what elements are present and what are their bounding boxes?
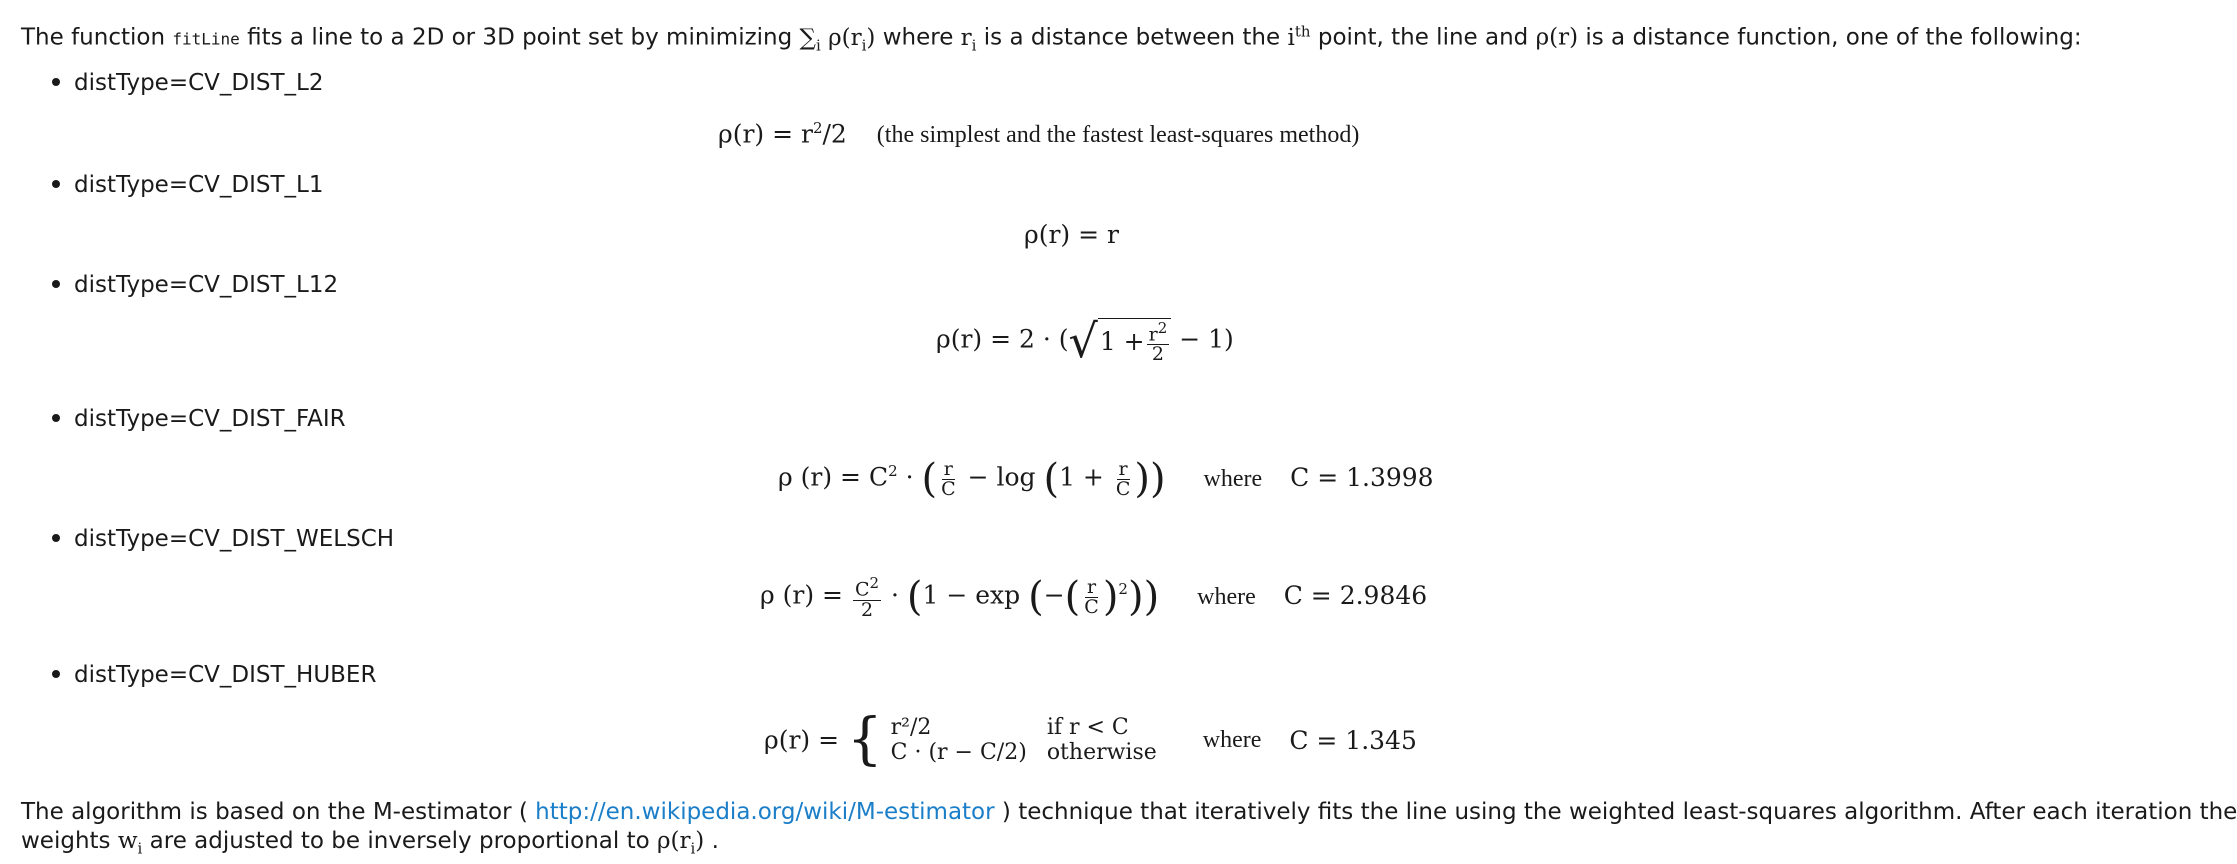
function-name-code: fitLine bbox=[172, 29, 240, 49]
formula-fair bbox=[778, 456, 1434, 502]
left-brace: { bbox=[847, 707, 883, 772]
open-paren: ( bbox=[921, 456, 938, 502]
where-text: where bbox=[1197, 583, 1256, 610]
case-condition: if r < C bbox=[1046, 715, 1129, 740]
ith-th: th bbox=[1294, 22, 1311, 40]
fraction-numerator bbox=[853, 574, 881, 600]
fraction-numerator: r bbox=[1086, 575, 1097, 598]
formula-rhs: /2 bbox=[822, 119, 847, 149]
rho-ri-close: ) bbox=[695, 828, 705, 854]
fraction bbox=[939, 457, 958, 500]
where-text: where bbox=[1202, 726, 1262, 753]
formula-tail: − 1) bbox=[1171, 324, 1234, 354]
fraction-denominator: 2 bbox=[1151, 343, 1164, 366]
inner-open-paren: ( bbox=[1043, 456, 1060, 502]
square-sup: 2 bbox=[1118, 580, 1128, 599]
numerator-sup: 2 bbox=[1157, 319, 1168, 337]
rho-ri-sub: i bbox=[861, 36, 867, 55]
list-item-label: distType=CV_DIST_L1 bbox=[74, 172, 324, 198]
list-item-label: distType=CV_DIST_L2 bbox=[74, 70, 324, 96]
close-paren: ) bbox=[1149, 456, 1166, 502]
sum-symbol bbox=[799, 24, 821, 55]
sum-sign: ∑ bbox=[799, 24, 816, 51]
numerator-letter: r bbox=[1148, 323, 1158, 346]
list-item-huber bbox=[52, 660, 376, 690]
intro-text-4: is a distance between the bbox=[976, 24, 1288, 51]
fraction bbox=[1147, 319, 1170, 364]
open-paren: ( bbox=[906, 574, 923, 620]
fraction-denominator: 2 bbox=[860, 598, 874, 621]
fraction-numerator: r bbox=[1118, 457, 1128, 480]
footer-text-1: The algorithm is based on the M-estimator ( bbox=[21, 799, 536, 825]
one-plus: 1 + bbox=[1099, 327, 1145, 357]
intro-paragraph bbox=[21, 16, 2082, 60]
case-condition: otherwise bbox=[1046, 740, 1157, 765]
fraction-denominator: C bbox=[941, 477, 956, 500]
footer-line-1 bbox=[21, 797, 2237, 827]
case-expression: C · (r − C/2) bbox=[890, 740, 1027, 765]
wi-symbol bbox=[117, 828, 143, 858]
formula-sup: 2 bbox=[888, 462, 898, 481]
fraction-denominator: C bbox=[1115, 477, 1131, 500]
fraction-denominator: C bbox=[1084, 595, 1099, 618]
numerator-letter: C bbox=[854, 578, 870, 601]
rho-ri-open: ρ(r bbox=[656, 828, 691, 854]
formula-huber bbox=[764, 707, 1417, 772]
cases-table bbox=[891, 715, 1165, 765]
fraction bbox=[853, 574, 881, 619]
list-item-label: distType=CV_DIST_FAIR bbox=[74, 406, 346, 432]
formula-lhs: ρ(r) = bbox=[764, 725, 847, 755]
formula-l12 bbox=[936, 314, 1234, 369]
intro-text-2: fits a line to a 2D or 3D point set by minimizing bbox=[239, 24, 800, 51]
minus-sign: − bbox=[1043, 580, 1065, 610]
formula-l2 bbox=[718, 119, 1359, 149]
case-expression: r²/2 bbox=[890, 715, 932, 740]
c-value: C = 1.345 bbox=[1289, 725, 1417, 755]
formula-welsch bbox=[760, 574, 1427, 620]
formula-dot: · bbox=[897, 462, 922, 492]
list-item-label: distType=CV_DIST_L12 bbox=[74, 272, 339, 298]
list-item-l12 bbox=[52, 270, 338, 300]
case-row bbox=[891, 740, 1165, 765]
formula-lhs: ρ (r) = C bbox=[778, 462, 889, 492]
close-paren-3: ) bbox=[1102, 574, 1119, 620]
minus-log: − log bbox=[959, 462, 1044, 492]
formula-lhs: ρ(r) = r bbox=[718, 119, 813, 149]
wi-sub: i bbox=[137, 839, 143, 858]
sqrt-expression bbox=[1068, 314, 1172, 369]
list-item-l2 bbox=[52, 68, 323, 98]
close-paren: ) bbox=[1143, 574, 1160, 620]
intro-text-5: point, the line and bbox=[1310, 24, 1536, 51]
ri-symbol bbox=[960, 24, 977, 55]
intro-text-3: where bbox=[875, 24, 961, 51]
radical-sign: √ bbox=[1068, 314, 1098, 369]
one-minus-exp: 1 − exp bbox=[922, 580, 1029, 610]
footer-line-2 bbox=[21, 826, 719, 864]
fraction-2 bbox=[1114, 457, 1133, 500]
open-paren-3: ( bbox=[1064, 574, 1081, 620]
numerator-sup: 2 bbox=[869, 574, 880, 593]
inner-close-paren: ) bbox=[1134, 456, 1150, 502]
bullet-dot bbox=[52, 180, 60, 188]
close-paren-2: ) bbox=[1127, 574, 1144, 620]
fraction-2 bbox=[1082, 575, 1101, 618]
list-item-fair bbox=[52, 404, 346, 434]
sum-index: i bbox=[815, 36, 821, 55]
bullet-dot bbox=[52, 414, 60, 422]
formula-sup: 2 bbox=[812, 119, 823, 137]
list-item-label: distType=CV_DIST_HUBER bbox=[74, 662, 377, 688]
list-item-l1 bbox=[52, 170, 323, 200]
rho-ri bbox=[828, 24, 876, 55]
footer-text-5: . bbox=[704, 828, 719, 854]
formula-text: ρ(r) = r bbox=[1024, 220, 1119, 249]
piecewise-cases bbox=[847, 707, 1165, 772]
rho-ri-close: ) bbox=[866, 24, 876, 51]
list-item-welsch bbox=[52, 524, 394, 554]
footer-text-2: ) technique that iteratively fits the line using the weighted least-squares algorithm. After each iteration the bbox=[994, 799, 2237, 825]
formula-note: (the simplest and the fastest least-squares method) bbox=[876, 122, 1360, 149]
c-value: C = 2.9846 bbox=[1283, 580, 1428, 610]
bullet-dot bbox=[52, 534, 60, 542]
bullet-dot bbox=[52, 670, 60, 678]
wi-letter: w bbox=[117, 828, 138, 854]
rho-ri-footer bbox=[656, 828, 705, 858]
ri-letter: r bbox=[960, 24, 972, 51]
bullet-dot bbox=[52, 280, 60, 288]
case-row bbox=[891, 715, 1165, 740]
open-paren-2: ( bbox=[1028, 574, 1044, 620]
formula-lhs: ρ (r) = bbox=[760, 580, 851, 610]
footer-text-4: are adjusted to be inversely proportional to bbox=[142, 828, 657, 854]
ith-symbol bbox=[1287, 22, 1311, 51]
bullet-dot bbox=[52, 78, 60, 86]
rho-ri-sub: i bbox=[690, 839, 696, 858]
intro-text-1: The function bbox=[21, 24, 173, 51]
rho-ri-open: ρ(r bbox=[828, 24, 862, 51]
formula-lhs: ρ(r) = 2 · ( bbox=[936, 324, 1069, 354]
radicand bbox=[1098, 318, 1171, 364]
c-value: C = 1.3998 bbox=[1290, 462, 1434, 492]
list-item-label: distType=CV_DIST_WELSCH bbox=[74, 526, 395, 552]
formula-dot: · bbox=[883, 580, 907, 610]
formula-l1 bbox=[1024, 220, 1119, 249]
fraction-numerator bbox=[1147, 319, 1170, 345]
fraction-numerator: r bbox=[943, 457, 953, 480]
one-plus: 1 + bbox=[1059, 462, 1112, 492]
footer-text-3: weights bbox=[21, 828, 118, 854]
ith-i: i bbox=[1287, 24, 1295, 51]
intro-text-6: is a distance function, one of the following: bbox=[1578, 24, 2082, 51]
where-text: where bbox=[1203, 465, 1263, 492]
rho-r-symbol: ρ(r) bbox=[1535, 24, 1579, 51]
m-estimator-link[interactable]: http://en.wikipedia.org/wiki/M-estimator bbox=[535, 799, 995, 825]
ri-sub: i bbox=[971, 36, 977, 55]
